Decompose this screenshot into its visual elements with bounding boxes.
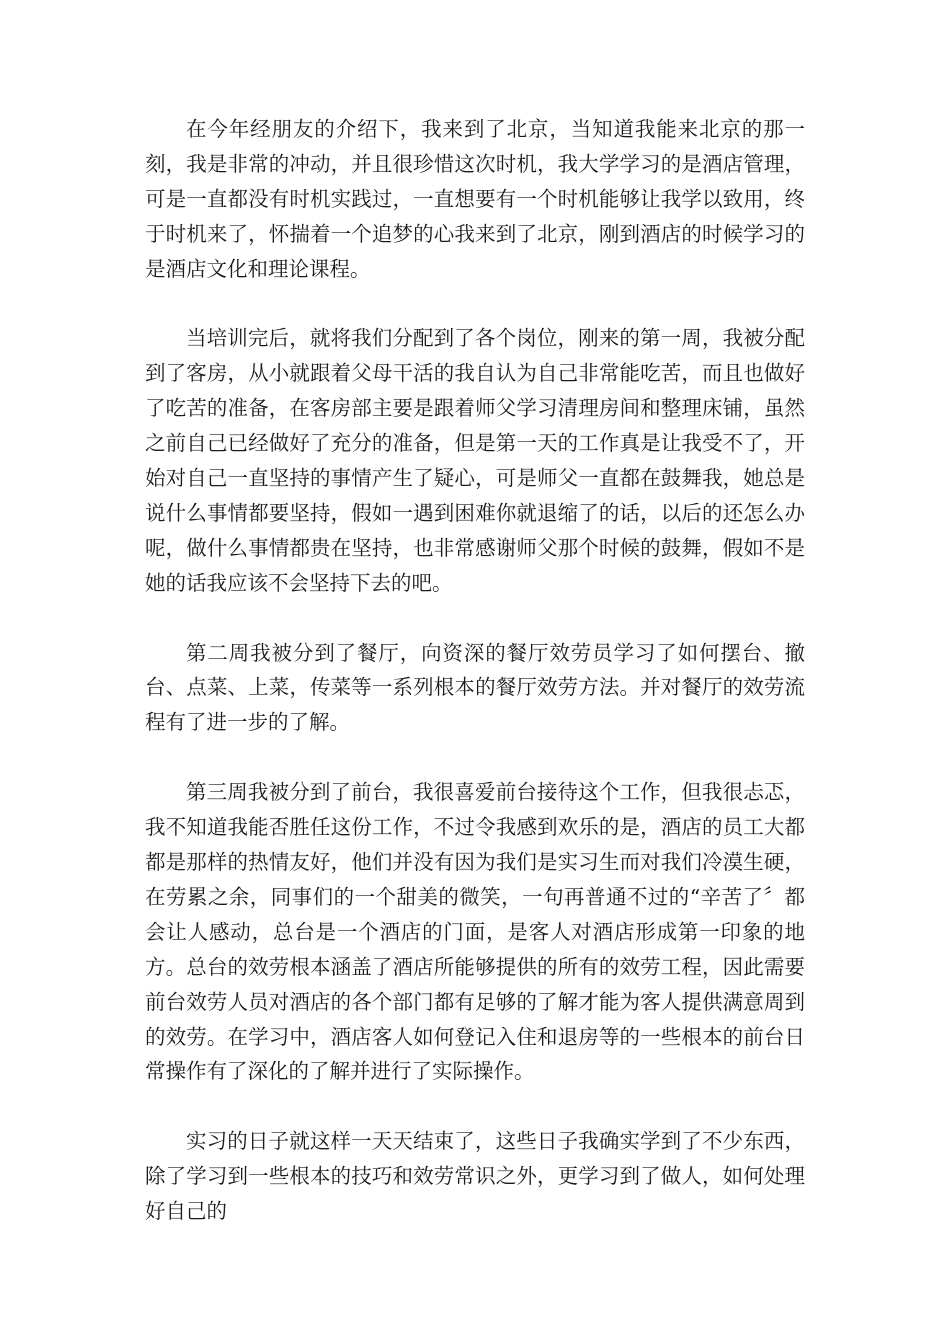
paragraph-1: 在今年经朋友的介绍下，我来到了北京，当知道我能来北京的那一刻，我是非常的冲动，并且很珍惜这次时机，我大学学习的是酒店管理，可是一直都没有时机实践过，一直想要有一个时机能够让我学以致用，终于时机来了，怀揣着一个追梦的心我来到了北京，刚到酒店的时候学习的是酒店文化和理论课程。 [145,117,805,281]
paragraph-spacer [145,740,805,775]
paragraph-2: 当培训完后，就将我们分配到了各个岗位，刚来的第一周，我被分配到了客房，从小就跟着父母干活的我自认为自己非常能吃苦，而且也做好了吃苦的准备，在客房部主要是跟着师父学习清理房间和整理床铺，虽然之前自己已经做好了充分的准备，但是第一天的工作真是让我受不了，开始对自己一直坚持的事情产生了疑心，可是师父一直都在鼓舞我，她总是说什么事情都要坚持，假如一遇到困难你就退缩了的话，以后的还怎么办呢，做什么事情都贵在坚持，也非常感谢师父那个时候的鼓舞，假如不是她的话我应该不会坚持下去的吧。 [145,326,805,595]
paragraph-spacer [145,287,805,322]
paragraph-3: 第二周我被分到了餐厅，向资深的餐厅效劳员学习了如何摆台、撤台、点菜、上菜，传菜等一系列根本的餐厅效劳方法。并对餐厅的效劳流程有了进一步的了解。 [145,640,805,735]
document-body [145,112,805,1229]
paragraph-4: 第三周我被分到了前台，我很喜爱前台接待这个工作，但我很忐忑，我不知道我能否胜任这份工作，不过令我感到欢乐的是，酒店的员工大都都是那样的热情友好，他们并没有因为我们是实习生而对我们冷漠生硬，在劳累之余，同事们的一个甜美的微笑，一句再普通不过的“辛苦了〞都会让人感动，总台是一个酒店的门面，是客人对酒店形成第一印象的地方。总台的效劳根本涵盖了酒店所能够提供的所有的效劳工程，因此需要前台效劳人员对酒店的各个部门都有足够的了解才能为客人提供满意周到的效劳。在学习中，酒店客人如何登记入住和退房等的一些根本的前台日常操作有了深化的了解并进行了实际操作。 [145,780,805,1084]
paragraph-5: 实习的日子就这样一天天结束了，这些日子我确实学到了不少东西，除了学习到一些根本的技巧和效劳常识之外，更学习到了做人，如何处理好自己的 [145,1129,805,1224]
paragraph-spacer [145,1089,805,1124]
paragraph-spacer [145,601,805,636]
